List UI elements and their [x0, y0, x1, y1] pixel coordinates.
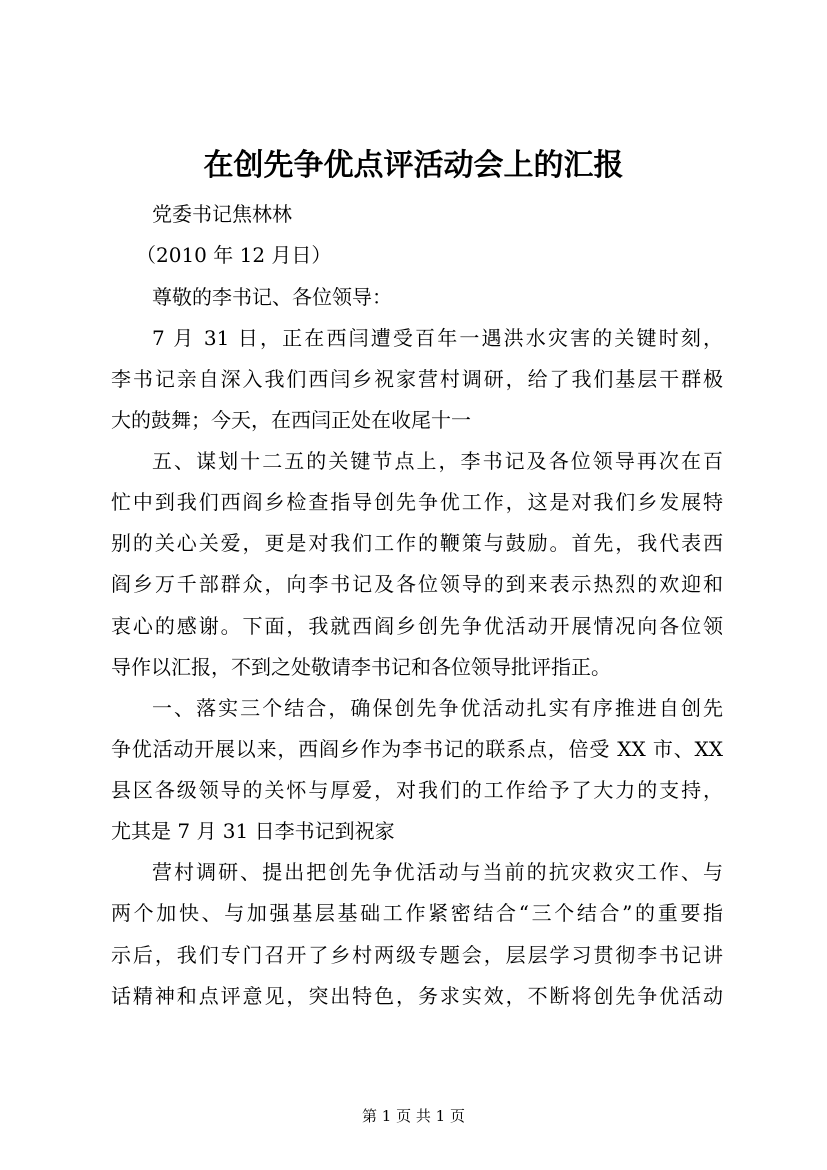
paragraph-4-line-3: 示后，我们专门召开了乡村两级专题会，层层学习贯彻李书记讲	[111, 943, 723, 967]
paragraph-2-line-1: 五、谋划十二五的关键节点上，李书记及各位领导再次在百	[152, 449, 723, 473]
paragraph-3-line-2: 争优活动开展以来，西阎乡作为李书记的联系点，倍受 XX 市、XX	[111, 737, 723, 761]
page-number-footer: 第 1 页 共 1 页	[362, 1107, 465, 1125]
date-line: （2010 年 12 月日）	[136, 243, 332, 267]
paragraph-2-line-4: 阎乡万千部群众，向李书记及各位领导的到来表示热烈的欢迎和	[111, 572, 723, 596]
paragraph-3-line-3: 县区各级领导的关怀与厚爱，对我们的工作给予了大力的支持，	[111, 778, 723, 802]
paragraph-1-line-3: 大的鼓舞；今天，在西闫正处在收尾十一	[111, 408, 471, 432]
author-line: 党委书记焦林林	[152, 202, 292, 226]
paragraph-1-line-1: 7 月 31 日，正在西闫遭受百年一遇洪水灾害的关键时刻，	[152, 326, 723, 350]
paragraph-4-line-1: 营村调研、提出把创先争优活动与当前的抗灾救灾工作、与	[152, 860, 723, 884]
paragraph-2-line-3: 别的关心关爱，更是对我们工作的鞭策与鼓励。首先，我代表西	[111, 531, 723, 555]
greeting-line: 尊敬的李书记、各位领导：	[152, 285, 392, 309]
paragraph-2-line-5: 衷心的感谢。下面，我就西阎乡创先争优活动开展情况向各位领	[111, 614, 723, 638]
paragraph-3-line-1: 一、落实三个结合，确保创先争优活动扎实有序推进自创先	[152, 696, 723, 720]
paragraph-4-line-2: 两个加快、与加强基层基础工作紧密结合“三个结合”的重要指	[111, 901, 723, 925]
paragraph-3-line-4: 尤其是 7 月 31 日李书记到祝家	[111, 819, 395, 843]
paragraph-4-line-4: 话精神和点评意见，突出特色，务求实效，不断将创先争优活动	[111, 984, 723, 1008]
paragraph-2-line-2: 忙中到我们西阎乡检查指导创先争优工作，这是对我们乡发展特	[111, 490, 723, 514]
paragraph-2-line-6: 导作以汇报，不到之处敬请李书记和各位领导批评指正。	[111, 655, 611, 679]
paragraph-1-line-2: 李书记亲自深入我们西闫乡祝家营村调研，给了我们基层干群极	[111, 367, 723, 391]
document-title: 在创先争优点评活动会上的汇报	[203, 148, 624, 183]
